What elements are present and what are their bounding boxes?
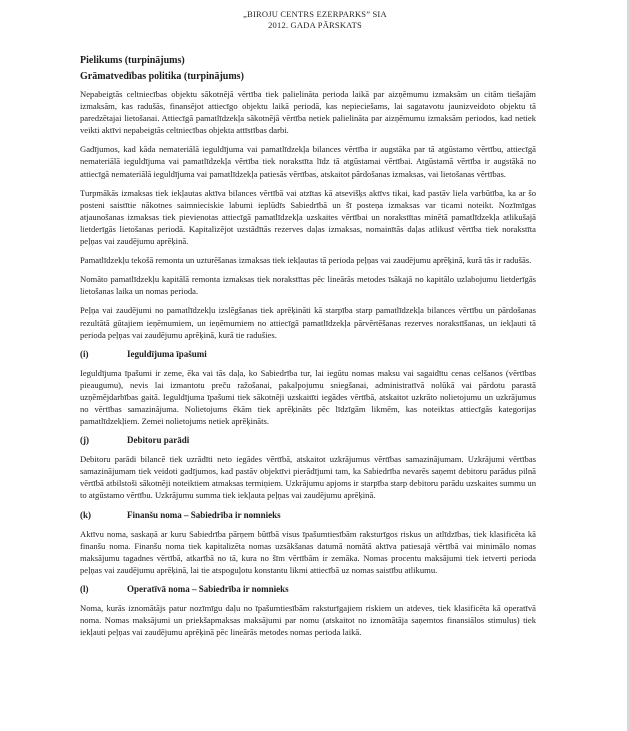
section-number: (l): [80, 583, 89, 594]
section-title: Ieguldījuma īpašumi: [127, 348, 207, 359]
paragraph-finance-lease: Aktīvu noma, saskaņā ar kuru Sabiedrība pārņem būtībā visus īpašumtiesībām raksturīgos riskus un atlīdzības, tiek klasificēta kā finanšu noma. Finanšu noma tiek kapitalizēta nomas uzsākšanas datumā nomātā aktīva patiesajā vērtībā vai minimālo nomas maksājumu tagadnes vērtībā, atkarībā no tā, kura no šīm vērtībām ir zemāka. Nomas procentu maksājumi tiek ietverti perioda peļņas vai zaudējumu aprēķinā, lai tie atspoguļotu konstantu likmi attiecībā uz nomas saistību atlikumu.: [80, 528, 536, 575]
paragraph-disposal-gains-losses: Peļņa vai zaudējumi no pamatlīdzekļu izslēgšanas tiek aprēķināti kā starpība starp pamatlīdzekļa bilances vērtību un pārdošanas rezultātā gūtajiem ieņēmumiem, un ieņēmumiem no attiecīgā pamatlīdzekļa pārvērtēšanas rezerves norakstīšanas, un iekļauti tā perioda peļņas vai zaudējumu aprēķinā, kurā tie radušies.: [80, 305, 536, 340]
appendix-title: Pielikums (turpinājums): [80, 55, 185, 66]
section-number: (j): [80, 435, 89, 446]
paragraph-maintenance-costs: Pamatlīdzekļu tekošā remonta un uzturēšanas izmaksas tiek iekļautas tā perioda peļņas vai zaudējumu aprēķinā, kurā tās ir radušās.: [80, 255, 532, 266]
section-title: Debitoru parādi: [127, 435, 190, 446]
paragraph-receivables: Debitoru parādi bilancē tiek uzrādīti neto iegādes vērtībā, atskaitot uzkrājumus vērtības samazinājumam. Uzkrājumi vērtības samazinājumam tiek veidoti gadījumos, kad pastāv objektīvi pierādījumi tam, ka Sabiedrība nevarēs saņemt debitoru parādus pilnā vērtībā atbilstoši sākotnēji noteiktiem atmaksas termiņiem. Uzkrājumu apjoms ir starpība starp debitoru parādu uzskaites summu un to atgūstamo vērtību. Uzkrājumu summa tiek iekļauta peļņas vai zaudējumu aprēķinā.: [80, 454, 536, 501]
section-number: (k): [80, 509, 91, 520]
paragraph-impairment: Gadījumos, kad kāda nemateriālā ieguldījuma vai pamatlīdzekļa bilances vērtība ir augstāka par tā atgūstamo vērtību, attiecīgā nemateriālā ieguldījuma vai pamatlīdzekļa vērtība tiek norakstīta līdz tā atgūstamai vērtībai. Atgūstamā vērtība ir augstākā no attiecīgā nemateriālā ieguldījuma vai pamatlīdzekļa patiesās vērtības, atskaitot pārdošanas izmaksas, vai lietošanas vērtības.: [80, 144, 536, 179]
accounting-policy-title: Grāmatvedības politika (turpinājums): [80, 71, 244, 82]
paragraph-operating-lease: Noma, kurās iznomātājs patur nozīmīgu daļu no īpašumtiesībām raksturīgajiem riskiem un atdeves, tiek klasificēta kā operatīvā noma. Nomas maksājumi un priekšapmaksas maksājumi par nomu (atskaitot no iznomātāja saņemtos finansiālos stimulus) tiek iekļauti peļņas vai zaudējumu aprēķinā pēc lineārās metodes nomas perioda laikā.: [80, 602, 536, 638]
paragraph-subsequent-costs: Turpmākās izmaksas tiek iekļautas aktīva bilances vērtībā vai atzītas kā atsevišķs aktīvs tikai, kad pastāv liela varbūtība, ka ar šo posteni saistītie nākotnes saimnieciskie labumi ieplūdīs Sabiedrībā un šī posteņa izmaksas var ticami noteikt. Nozīmīgas atjaunošanas izmaksas tiek pievienotas attiecīgā pamatlīdzekļa uzskaites vērtībai un norakstītas minētā pamatlīdzekļa atlikušajā lietderīgās lietošanas periodā. Kapitalizējot uzstādītās rezerves daļas izmaksas, nomainītās daļas atlikusī vērtība tiek norakstīta peļņas vai zaudējumu aprēķinā.: [80, 187, 536, 247]
section-heading-finance-lease: [80, 509, 536, 521]
section-number: (i): [80, 348, 89, 359]
paragraph-investment-property: Ieguldījuma īpašumi ir zeme, ēka vai tās daļa, ko Sabiedrība tur, lai iegūtu nomas maksu vai sagaidītu cenas celšanos (vērtības pieaugumu), nevis lai izmantotu preču ražošanai, pakalpojumu sniegšanai, administratīvā nolūkā vai pārdotu parastā uzņēmējdarbības gaitā. Ieguldījuma īpašumi tiek sākotnēji uzskaitīti iegādes vērtībā, atskaitot uzkrāto nolietojumu un uzkrājumus no vērtības samazinājuma. Nolietojums ēkām tiek aprēķināts pēc līdzīgām likmēm, kas noteiktas attiecīgās kategorijas pamatlīdzekļiem. Zemei nolietojums netiek aprēķināts.: [80, 367, 536, 427]
section-heading-receivables: [80, 434, 536, 446]
section-title: Finanšu noma – Sabiedrība ir nomnieks: [127, 509, 281, 520]
section-heading-investment-property: [80, 348, 536, 360]
section-heading-operating-lease: [80, 583, 536, 595]
section-title: Operatīvā noma – Sabiedrība ir nomnieks: [127, 583, 289, 594]
paragraph-leased-asset-repairs: Nomāto pamatlīdzekļu kapitālā remonta izmaksas tiek norakstītas pēc lineārās metodes īsākajā no kapitālo uzlabojumu lietderīgās lietošanas laika un nomas perioda.: [80, 274, 536, 297]
company-name-header: „BIROJU CENTRS EZERPARKS” SIA: [243, 9, 387, 19]
paragraph-construction-in-progress: Nepabeigtās celtniecības objektu sākotnējā vērtība tiek palielināta perioda laikā par aizņēmumu izmaksām un citām tiešajām izmaksām, kas radušās, finansējot attiecīgo objektu laikā periodā, kas nepieciešams, lai sagatavotu jaunizveidoto objektu tā paredzētajai lietošanai. Attiecīgā pamatlīdzekļa sākotnējā vērtība netiek palielināta par aizņēmumu izmaksām periodos, kad netiek veikti aktīvi nepabeigtās celtniecības objekta attīstības darbi.: [80, 89, 536, 136]
report-year-header: 2012. GADA PĀRSKATS: [268, 20, 362, 30]
document-body: [80, 54, 536, 645]
